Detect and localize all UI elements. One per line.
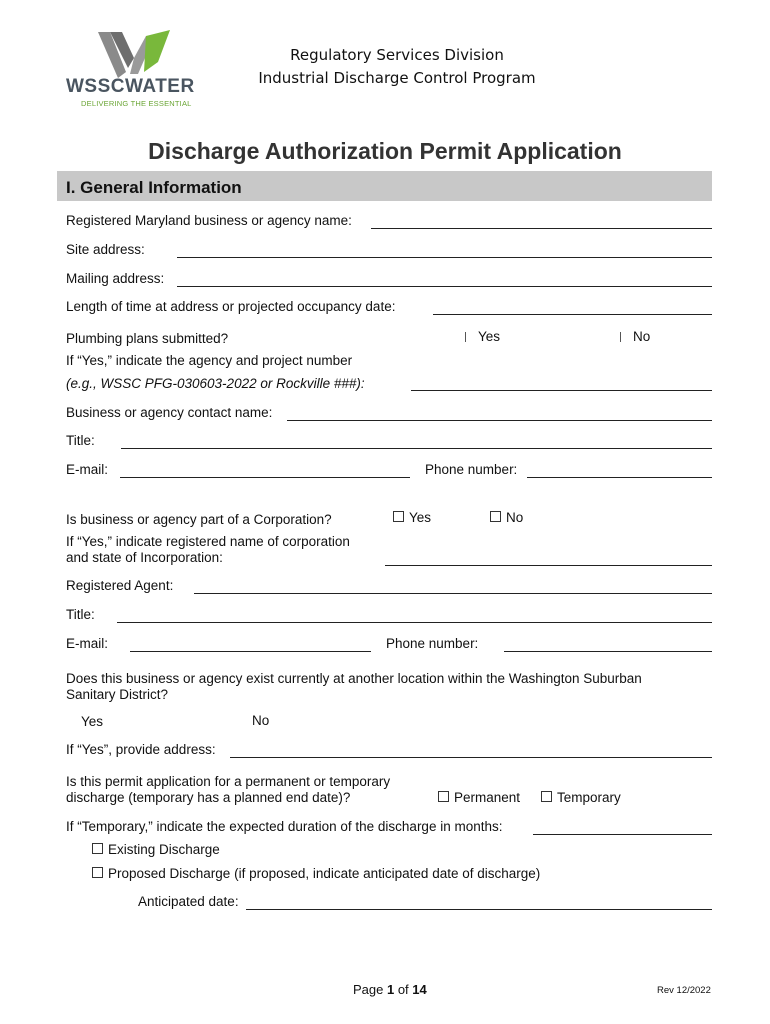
permanent-label: Permanent <box>454 790 521 805</box>
page-of: of <box>394 982 413 997</box>
agent-phone-field[interactable] <box>504 651 712 652</box>
corporation-if-yes-line1: If “Yes,” indicate registered name of corporation <box>66 534 350 549</box>
existing-discharge-label: Existing Discharge <box>108 842 220 857</box>
business-name-field[interactable] <box>371 228 712 229</box>
title-label: Title: <box>66 433 95 448</box>
plumbing-no-checkbox[interactable] <box>620 332 621 342</box>
page-number <box>353 982 427 997</box>
corporation-yes-checkbox[interactable] <box>393 511 404 522</box>
agent-title-label: Title: <box>66 607 95 622</box>
anticipated-date-field[interactable] <box>246 909 712 910</box>
corporation-no-checkbox[interactable] <box>490 511 501 522</box>
corporation-yes-label: Yes <box>409 510 432 525</box>
other-location-no-option[interactable]: No <box>252 713 270 728</box>
other-location-question-line1: Does this business or agency exist currently at another location within the Washington Suburban <box>66 671 642 686</box>
proposed-discharge-checkbox[interactable] <box>92 867 103 878</box>
corporation-if-yes-line2: and state of Incorporation: <box>66 550 223 565</box>
existing-discharge-option[interactable] <box>92 842 220 858</box>
plumbing-yes-checkbox[interactable] <box>465 332 466 342</box>
proposed-discharge-label: Proposed Discharge (if proposed, indicate anticipated date of discharge) <box>108 866 541 881</box>
plumbing-no-option[interactable] <box>620 329 650 345</box>
corporation-no-label: No <box>506 510 524 525</box>
plumbing-yes-label: Yes <box>478 329 501 344</box>
revision-date: Rev 12/2022 <box>657 985 711 996</box>
division-name: Regulatory Services Division <box>290 46 504 64</box>
other-location-question-line2: Sanitary District? <box>66 687 169 702</box>
corporation-question: Is business or agency part of a Corporation? <box>66 512 332 527</box>
anticipated-date-label: Anticipated date: <box>138 894 239 909</box>
other-location-address-label: If “Yes”, provide address: <box>66 742 216 757</box>
email-field[interactable] <box>120 477 410 478</box>
phone-label: Phone number: <box>425 462 518 477</box>
page-prefix: Page <box>353 982 387 997</box>
existing-discharge-checkbox[interactable] <box>92 843 103 854</box>
temporary-label: Temporary <box>557 790 621 805</box>
wssc-logo <box>66 28 206 118</box>
logo-mark-icon <box>94 28 174 80</box>
temporary-duration-field[interactable] <box>533 834 712 835</box>
logo-tagline: DELIVERING THE ESSENTIAL <box>81 99 192 108</box>
registered-agent-label: Registered Agent: <box>66 578 174 593</box>
page-current: 1 <box>386 982 395 997</box>
mailing-address-label: Mailing address: <box>66 271 165 286</box>
plumbing-if-yes: If “Yes,” indicate the agency and project number <box>66 353 353 368</box>
temporary-checkbox[interactable] <box>541 791 552 802</box>
contact-name-field[interactable] <box>287 420 712 421</box>
business-name-label: Registered Maryland business or agency name: <box>66 213 352 228</box>
plumbing-question: Plumbing plans submitted? <box>66 331 229 346</box>
agent-title-field[interactable] <box>117 622 712 623</box>
other-location-yes-option[interactable]: Yes <box>81 714 104 729</box>
page-title: Discharge Authorization Permit Application <box>148 138 622 164</box>
corporation-yes-option[interactable] <box>393 510 431 526</box>
permit-type-question-line2: discharge (temporary has a planned end date)? <box>66 790 351 805</box>
plumbing-yes-option[interactable] <box>465 329 500 345</box>
mailing-address-field[interactable] <box>177 286 712 287</box>
agent-email-label: E-mail: <box>66 636 109 651</box>
agent-phone-label: Phone number: <box>386 636 479 651</box>
proposed-discharge-option[interactable] <box>92 866 540 882</box>
site-address-field[interactable] <box>177 257 712 258</box>
phone-field[interactable] <box>527 477 712 478</box>
plumbing-example: (e.g., WSSC PFG-030603-2022 or Rockville ###): <box>66 376 365 391</box>
logo-text: WSSCWATER <box>66 76 195 97</box>
email-label: E-mail: <box>66 462 109 477</box>
page-total: 14 <box>412 982 427 997</box>
title-field[interactable] <box>121 448 712 449</box>
length-of-time-label: Length of time at address or projected occupancy date: <box>66 299 396 314</box>
permanent-option[interactable] <box>438 790 520 806</box>
contact-name-label: Business or agency contact name: <box>66 405 273 420</box>
corporation-no-option[interactable] <box>490 510 523 526</box>
temporary-duration-label: If “Temporary,” indicate the expected duration of the discharge in months: <box>66 819 503 834</box>
temporary-option[interactable] <box>541 790 621 806</box>
permit-type-question-line1: Is this permit application for a permanent or temporary <box>66 774 391 789</box>
plumbing-project-field[interactable] <box>411 390 712 391</box>
other-location-address-field[interactable] <box>230 757 712 758</box>
registered-agent-field[interactable] <box>194 593 712 594</box>
corporation-name-field[interactable] <box>385 565 712 566</box>
permanent-checkbox[interactable] <box>438 791 449 802</box>
length-of-time-field[interactable] <box>433 314 712 315</box>
site-address-label: Site address: <box>66 242 145 257</box>
section-header <box>57 171 712 201</box>
program-name: Industrial Discharge Control Program <box>258 69 536 87</box>
agent-email-field[interactable] <box>130 651 371 652</box>
section-title: I. General Information <box>66 178 242 197</box>
plumbing-no-label: No <box>633 329 651 344</box>
